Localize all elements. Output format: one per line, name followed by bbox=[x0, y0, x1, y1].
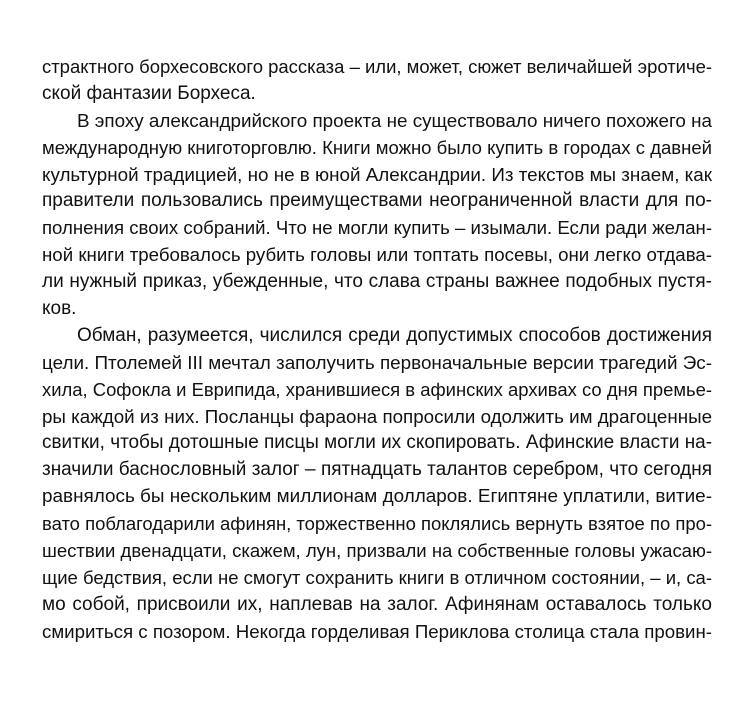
text-line: равнялось бы нескольким миллионам долларов. Египтяне уплатили, витие- bbox=[42, 486, 712, 508]
text-line: ли нужный приказ, убежденные, что слава страны важнее подобных пустя- bbox=[42, 271, 712, 293]
text-line: страктного борхесовского рассказа – или, может, сюжет величайшей эротиче- bbox=[42, 56, 712, 77]
body-text bbox=[42, 54, 712, 646]
text-line: ков. bbox=[42, 298, 77, 320]
text-line: щие бедствия, если не смогут сохранить книги в отличном состоянии, – и, са- bbox=[42, 566, 712, 588]
text-line: хила, Софокла и Еврипида, хранившиеся в афинских архивах со дня премье- bbox=[42, 378, 712, 400]
text-line: В эпоху александрийского проекта не существовало ничего похожего на bbox=[77, 109, 712, 131]
paragraph bbox=[42, 54, 712, 108]
text-line: Обман, разумеется, числился среди допустимых способов достижения bbox=[77, 324, 712, 346]
text-line: свитки, чтобы дотошные писцы могли их скопировать. Афинские власти на- bbox=[42, 432, 712, 454]
text-line: ной книги требовалось рубить головы или топтать посевы, они легко отдава- bbox=[42, 244, 712, 266]
text-line: культурной традицией, но не в юной Александрии. Из текстов мы знаем, как bbox=[42, 163, 712, 185]
text-line: вато поблагодарили афинян, торжественно поклялись вернуть взятое по про- bbox=[42, 513, 712, 535]
paragraph bbox=[42, 323, 712, 646]
text-line: мо собой, присвоили их, наплевав на залог. Афинянам оставалось только bbox=[42, 593, 712, 615]
text-line: международную книготорговлю. Книги можно было купить в городах с давней bbox=[42, 136, 712, 158]
text-line: правители пользовались преимуществами неограниченной власти для по- bbox=[42, 190, 712, 212]
text-line: цели. Птолемей III мечтал заполучить первоначальные версии трагедий Эс- bbox=[42, 351, 712, 373]
text-line: смириться с позором. Некогда горделивая Периклова столица стала провин- bbox=[42, 620, 712, 642]
text-line: полнения своих собраний. Что не могли купить – изымали. Если ради желан- bbox=[42, 217, 712, 239]
text-line: ской фантазии Борхеса. bbox=[42, 82, 256, 104]
text-line: ры каждой из них. Посланцы фараона попросили одолжить им драгоценные bbox=[42, 405, 712, 427]
text-line: значили баснословный залог – пятнадцать талантов серебром, что сегодня bbox=[42, 459, 712, 481]
paragraph bbox=[42, 108, 712, 323]
text-line: шествии двенадцати, скажем, лун, призвали на собственные головы ужасаю- bbox=[42, 540, 712, 562]
